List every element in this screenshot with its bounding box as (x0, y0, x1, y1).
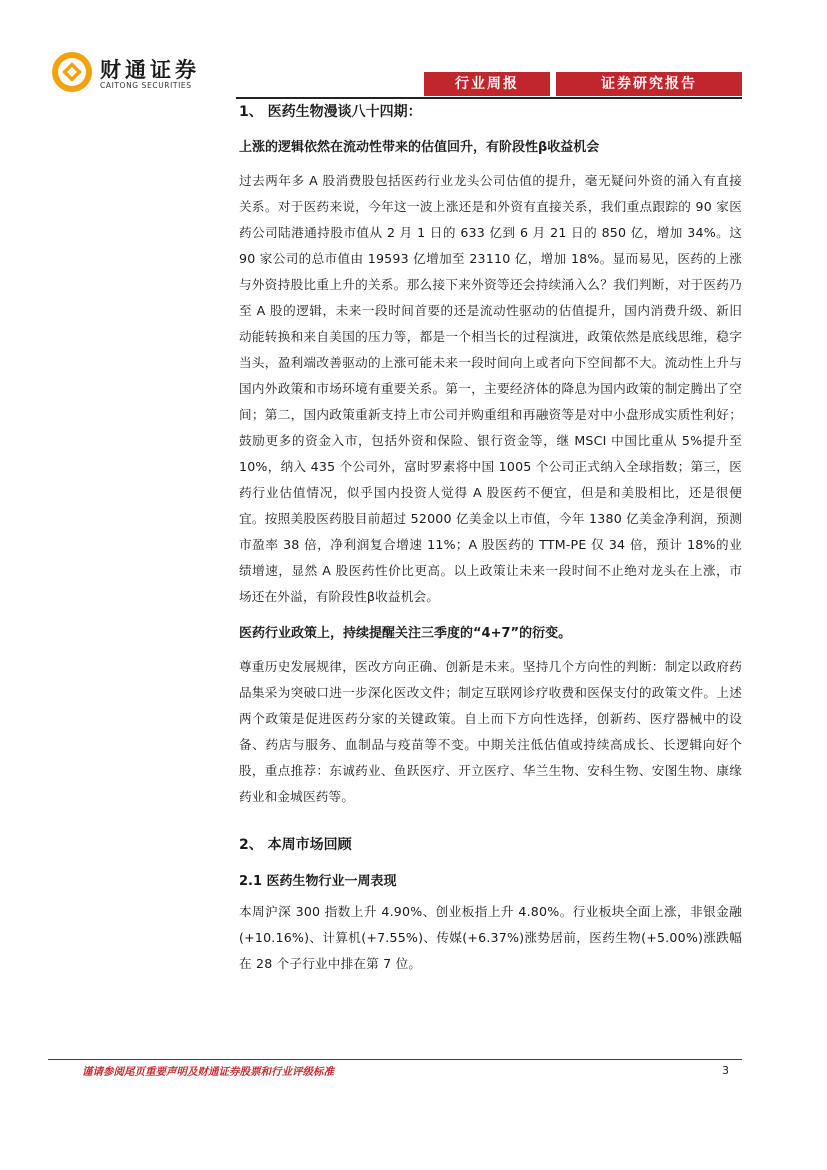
logo-english-name: CAITONG SECURITIES (100, 81, 192, 90)
tab-industry-weekly: 行业周报 (424, 72, 550, 96)
coin-logo-icon (50, 50, 94, 94)
section-2-heading: 2、 本周市场回顾 (239, 837, 352, 853)
footer-disclaimer: 谨请参阅尾页重要声明及财通证券股票和行业评级标准 (82, 1066, 334, 1078)
section-1-paragraph-2: 尊重历史发展规律，医改方向正确、创新是未来。坚持几个方向性的判断：制定以政府药品集采为突破口进一步深化医改文件；制定互联网诊疗收费和医保支付的政策文件。上述两个政策是促进医药分家的关键政策。自上而下方向性选择，创新药、医疗器械中的设备、药店与服务、血制品与疫苗等不变。中期关注低估值或持续高成长、长逻辑向好个股，重点推荐：东诚药业、鱼跃医疗、开立医疗、华兰生物、安科生物、安图生物、康缘药业和金城医药等。 (239, 659, 742, 804)
footer-divider (48, 1059, 742, 1060)
section-1-subheading-liquidity: 上涨的逻辑依然在流动性带来的估值回升，有阶段性β收益机会 (239, 140, 600, 155)
company-logo (50, 50, 220, 100)
section-1-subheading-policy: 医药行业政策上，持续提醒关注三季度的“4+7”的衍变。 (239, 626, 572, 641)
section-2-1-heading: 2.1 医药生物行业一周表现 (239, 874, 397, 889)
logo-chinese-name: 财通证券 (100, 58, 200, 82)
section-1-heading: 1、 医药生物漫谈八十四期： (239, 104, 422, 120)
report-body (239, 98, 742, 977)
section-2-1-paragraph: 本周沪深 300 指数上升 4.90%、创业板指上升 4.80%。行业板块全面上涨，非银金融(+10.16%)、计算机(+7.55%)、传媒(+6.37%)涨势居前，医药生物(+5.00%)涨跌幅在 28 个子行业中排在第 7 位。 (239, 904, 742, 971)
tab-research-report: 证券研究报告 (556, 72, 742, 96)
section-1-paragraph-1: 过去两年多 A 股消费股包括医药行业龙头公司估值的提升，毫无疑问外资的涌入有直接关系。对于医药来说，今年这一波上涨还是和外资有直接关系，我们重点跟踪的 90 家医药公司陆港通持股市值从 2 月 1 日的 633 亿到 6 月 21 日的 850 亿，增加 34%。这 90 家公司的总市值由 19593 亿增加至 23110 亿，增加 18%。显而易见，医药的上涨与外资持股比重上升的关系。那么接下来外资等还会持续涌入么？我们判断，对于医药乃至 A 股的逻辑，未来一段时间首要的还是流动性驱动的估值提升，国内消费升级、新旧动能转换和来自美国的压力等，都是一个相当长的过程演进，政策依然是底线思维，稳字当头，盈利端改善驱动的上涨可能未来一段时间向上或者向下空间都不大。流动性上升与国内外政策和市场环境有重要关系。第一，主要经济体的降息为国内政策的制定腾出了空间；第二，国内政策重新支持上市公司并购重组和再融资等是对中小盘形成实质性利好；鼓励更多的资金入市，包括外资和保险、银行资金等，继 MSCI 中国比重从 5%提升至 10%，纳入 435 个公司外，富时罗素将中国 1005 个公司正式纳入全球指数；第三，医药行业估值情况，似乎国内投资人觉得 A 股医药不便宜，但是和美股相比，还是很便宜。按照美股医药股目前超过 52000 亿美金以上市值，今年 1380 亿美金净利润，预测市盈率 38 倍，净利润复合增速 11%；A 股医药的 TTM-PE 仅 34 倍，预计 18%的业绩增速，显然 A 股医药性价比更高。以上政策让未来一段时间不止绝对龙头在上涨，市场还在外溢，有阶段性β收益机会。 (239, 173, 742, 604)
page-number: 3 (722, 1064, 729, 1077)
